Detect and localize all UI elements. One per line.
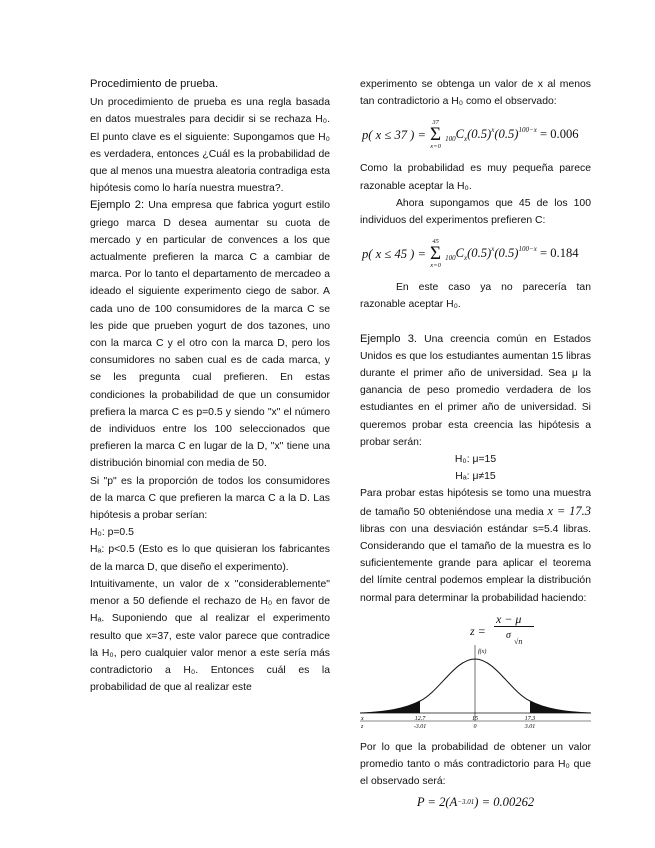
example-2-paragraph [90,197,330,472]
intro-paragraph: Un procedimiento de prueba es una regla basada en datos muestrales para decidir si se rechaza H₀. El punto clave es el siguiente: Supongamos que H₀ es verdadera, entonces ¿Cuál es la probabilidad de que al menos una muestra aleatoria contradiga esta hipótesis como lo haría nuestra muestra?. [90,97,330,195]
binomial-exponent: 100−x [518,245,537,254]
conclusion-1: Como la probabilidad es muy pequeña parece razonable aceptar la H₀. [360,163,591,192]
binomial-n: 100 [445,135,456,144]
final-sub: −3.01 [457,798,475,807]
final-result: ) = 0.00262 [474,795,535,810]
x-tick-label: 12.7 [414,715,426,722]
right-tail-area [530,701,591,713]
summation-icon: 45 Σ x=0 [430,238,442,270]
z-label: z = [470,623,486,638]
left-tail-area [360,701,420,713]
sum-upper-limit: 45 [432,238,439,246]
continuation-paragraph: experimento se obtenga un valor de x al menos tan contradictorio a H₀ como el observado: [360,79,591,108]
scenario-paragraph: Ahora supongamos que 45 de los 100 individuos del experimentos prefieren C: [360,197,591,227]
example-3-label: Ejemplo 3. [360,332,418,345]
alt-hypothesis-mu: Hₐ: μ≠15 [455,471,496,483]
example-2-text: Una empresa que fabrica yogurt estilo griego marca D desea aumentar su cuota de mercado y en particular de convences a los que actualmente prefieren la marca C a cambiar de marca. Por lo tanto el departamento de mercadeo a ideado el siguiente experimento ciego de sabor. A cada uno de 100 consumidores de la marca C se les pide que prueben yogurt de dos tazones, uno con la marca C y el otro con la marca D, pero los consumidores no saben cual es de cada marca, y se les pregunta cual prefieren. En estas condiciones la probabilidad de que un consumidor prefiera la marca C es p=0.5 y siendo "x" el número de individuos entre los 100 seleccionados que prefieren la marca C en lugar de la D, "x" tiene una distribución binomial con media de 50. [90,200,330,470]
null-hypothesis: H₀: p=0.5 [90,527,134,539]
alt-hypothesis: Hₐ: p<0.5 (Esto es lo que quisieran los fabricantes de la marca D, que diseño el experimento). [90,544,330,573]
binomial-exponent: 100−x [518,126,537,135]
example-3-text: Una creencia común en Estados Unidos es que los estudiantes aumentan 15 libras durante el primer año de universidad. Sea μ la ganancia de peso promedio verdadera de los estudiantes en el primer año de universidad. Si queremos probar esta creencia las hipótesis a probar serán: [360,333,592,448]
z-numerator: x − μ [496,611,522,626]
sample-text-a: Para probar estas hipótesis se tomo una muestra de tamaño 50 obteniéndose una media [360,488,591,518]
null-hypothesis-mu: H₀: μ=15 [454,454,497,466]
conclusion-2: En este caso ya no parecería tan razonable aceptar H₀. [360,282,591,311]
sum-upper-limit: 37 [432,119,439,127]
example-3-paragraph [360,331,591,451]
sample-paragraph [360,485,591,606]
example-2-label: Ejemplo 2: [90,199,145,212]
z-tick-label: 3.01 [524,723,536,729]
normal-curve-graph [360,645,591,729]
sum-lower-limit: x=0 [430,143,441,151]
sum-lower-limit: x=0 [430,262,441,270]
formula-result: = 0.184 [540,246,579,261]
final-lhs: P = 2(A [416,795,458,810]
probability-paragraph: Por lo que la probabilidad de obtener un valor promedio tanto o más contradictorio para H₀ que el observado será: [360,741,591,788]
final-probability-formula [360,794,591,811]
formula-lhs: p( x ≤ 45 ) = [362,246,427,261]
binomial-formula-45: p( x ≤ 45 ) = 45 Σ x=0 $_{100}C_x(0.5)^x(0.5)^{100-x} = 0.184$ [362,238,579,270]
sample-text-b: libras con una desviación estándar s=5.4 libras. Considerando que el tamaño de la muestra es lo suficientemente grande para aplicar el teorema del límite central podemos emplear la distribución normal para determinar la probabilidad haciendo: [360,523,591,604]
sample-mean: x = 17.3 [547,503,591,518]
x-axis-label: x [361,715,364,722]
left-column [90,76,330,696]
proportion-paragraph: Si "p" es la proporción de todos los consumidores de la marca C que prefieren la marca C a la D. Las hipótesis a probar serían: [90,475,330,522]
formula-result: = 0.006 [540,127,579,142]
right-column [360,76,591,812]
formula-lhs: p( x ≤ 37 ) = [362,127,427,142]
x-tick-label: 17.3 [524,715,536,722]
summation-icon: 37 Σ x=0 [430,119,442,151]
z-axis-label: z [361,723,364,729]
intuition-paragraph: Intuitivamente, un valor de x "considerablemente" menor a 50 defiende el rechazo de H₀ en favor de Hₐ. Suponiendo que al realizar el experimento resulto que x=37, este valor parece que contradice la H₀, pero cualquier valor menor a este sería más contradictorio a H₀. Entonces cuál es la probabilidad de que al realizar este [90,578,330,694]
z-tick-label: 0 [473,723,477,729]
z-tick-label: -3.01 [413,723,427,729]
binomial-n: 100 [445,254,456,263]
z-sqrt-n: √n [514,636,523,646]
normal-curve [360,659,591,713]
fx-label: f(x) [478,648,487,655]
z-score-formula [470,611,591,646]
z-denominator: σ [506,629,511,641]
binomial-formula-37: p( x ≤ 37 ) = 37 Σ x=0 $_{100}C_x(0.5)^x(0.5)^{100-x} = 0.006$ [362,119,579,151]
section-heading: Procedimiento de prueba. [90,78,219,90]
x-tick-label: 15 [472,715,478,722]
